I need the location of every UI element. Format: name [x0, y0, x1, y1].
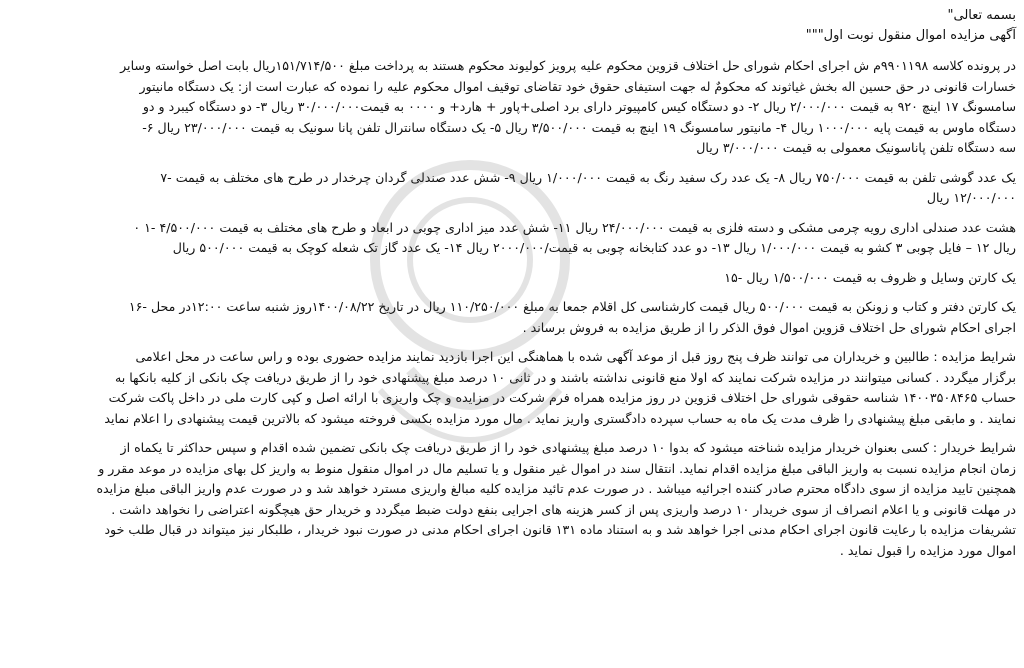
paragraph-auction-date: [8, 297, 1016, 338]
text-line: در مهلت قانونی و یا اعلام انصراف از سوی خریدار ۱۰ درصد واریزی پس از کسر هزینه های اجرایی بنفع دولت ضبط میگردد و خریدار حق هیچگونه اعتراضی را نخواهد داشت .: [111, 501, 1016, 517]
text-line: یک کارتن دفتر و کتاب و زونکن به قیمت ۵۰۰/۰۰۰ ریال قیمت کارشناسی کل اقلام جمعا به مبلغ ۱۱۰/۲۵۰/۰۰۰ ریال در تاریخ ۱۴۰۰/۰۸/۲۲روز شنبه ساعت ۱۲:۰۰در محل -۱۶: [128, 299, 1016, 314]
text-line: سه دستگاه تلفن پاناسونیک معمولی به قیمت ۳/۰۰۰/۰۰۰ ریال: [696, 140, 1016, 155]
text-line: هشت عدد صندلی اداری رویه چرمی مشکی و دسته فلزی به قیمت ۲۴/۰۰۰/۰۰۰ ریال ۱۱- شش عدد میز اداری چوبی در ابعاد و طرح های مختلف به قیمت ۴/۵۰۰/۰۰۰ -۱ ۰: [133, 219, 1016, 235]
notice-title: آگهی مزایده اموال منقول نوبت اول""": [805, 28, 1016, 43]
text-line: نمایند . و مابقی مبلغ پیشنهادی را ظرف مدت یک ماه به حساب سپرده دادگستری واریز نماید . مال مورد مزایده بکسی فروخته میشود که بالاترین قیمت پیشنهادی را اعلام نماید: [104, 410, 1016, 426]
text-line: ریال ۱۲ – فایل چوبی ۳ کشو به قیمت ۱/۰۰۰/۰۰۰ ریال ۱۳- دو عدد کتابخانه چوبی به قیمت/۲۰۰۰/۰۰۰ ریال ۱۴- یک عدد گاز تک شعله کوچک به قیمت ۵۰۰/۰۰۰ ریال: [172, 240, 1016, 255]
text-line: خسارات قانونی در حق حسین اله بخش غیاثوند که محکومٌ له جهت استیفای حقوق خود تقاضای توقیف اموال محکوم علیه را نموده که عبارت است از: یک دستگاه مانیتور: [139, 78, 1016, 94]
text-line: یک کارتن وسایل و ظروف به قیمت ۱/۵۰۰/۰۰۰ ریال -۱۵: [724, 269, 1016, 285]
text-line: برگزار میگردد . کسانی میتوانند در مزایده شرکت نمایند که اولا منع قانونی نداشته باشند و در ثانی ۱۰ درصد مبلغ پیشنهادی خود را از طریق دریافت چک بانکی از کلیه بانکها به: [114, 369, 1016, 385]
text-line: اجرای احکام شورای حل اختلاف قزوین اموال فوق الذکر را از طریق مزایده به فروش برساند .: [522, 319, 1016, 335]
text-line: ۱۲/۰۰۰/۰۰۰ ریال: [926, 190, 1016, 205]
text-line: همچنین تایید مزایده از سوی دادگاه محترم صادر کننده اجرائیه میباشد . در صورت عدم تائید مزایده کلیه مبالغ واریزی مسترد خواهد شد و در صورت عدم واریز الباقی مبلغ مزایده: [96, 481, 1016, 496]
text-line: یک عدد گوشی تلفن به قیمت ۷۵۰/۰۰۰ ریال ۸- یک عدد رک سفید رنگ به قیمت ۱/۰۰۰/۰۰۰ ریال ۹- شش عدد صندلی گردان چرخدار در طرح های مختلف به قیمت -۷: [160, 169, 1016, 185]
basmala: بسمه تعالی": [947, 8, 1016, 23]
text-line: اموال مورد مزایده را قبول نماید .: [839, 542, 1016, 558]
text-line: تشریفات مزایده با رعایت قانون اجرای احکام مدنی اجرا خواهد شد و به استناد ماده ۱۳۱ قانون اجرای احکام مدنی در صورت نبود خریدار ، طلبکار نیز میتواند در قبال طلب خود: [104, 522, 1016, 537]
text-line: حساب ۱۴۰۰۳۵۰۸۴۶۵ شناسه حقوقی شورای حل اختلاف قزوین در روز مزایده همراه فرم شرکت در مزایده و چک واریزی با ارائه اصل و کپی کارت ملی در داخل پاکت شرکت: [108, 390, 1016, 405]
text-line: زمان انجام مزایده نسبت به واریز الباقی مبلغ مزایده اقدام نماید. انتقال سند در اموال غیر منقول و یا تسلیم مال در اموال منقول منوط به واریز کل بهای مزایده در موعد مقرر و: [98, 460, 1016, 476]
text-line: دستگاه ماوس به قیمت پایه ۱۰۰۰/۰۰۰ ریال ۴- مانیتور سامسونگ ۱۹ اینچ به قیمت ۳/۵۰۰/۰۰۰ ریال ۵- یک دستگاه سانترال تلفن پانا سونیک به قیمت ۲۳/۰۰۰/۰۰۰ ریال ۶-: [142, 119, 1016, 135]
paragraph-items-2: [8, 168, 1016, 209]
text-line: سامسونگ ۱۷ اینچ ۹۲۰ به قیمت ۲/۰۰۰/۰۰۰ ریال ۲- دو دستگاه کیس کامپیوتر دارای برد اصلی+پاور + هارد+ و ۰۰۰۰ به قیمت۳۰/۰۰۰/۰۰۰ ریال ۳- دو دستگاه کیبرد و دو: [142, 99, 1016, 114]
text-line: شرایط خریدار : کسی بعنوان خریدار مزایده شناخته میشود که بدوا ۱۰ درصد مبلغ پیشنهادی خود را از طریق دریافت چک بانکی تضمین شده اقدام و سپس حداکثر تا یکماه از: [120, 440, 1016, 455]
header: [8, 6, 1016, 46]
paragraph-auction-conditions: [8, 347, 1016, 429]
text-line: شرایط مزایده : طالبین و خریداران می توانند ظرف پنج روز قبل از موعد آگهی شده با هماهنگی این اجرا بازدید نمایند مزایده حضوری بوده و راس ساعت در محل اعلامی: [135, 349, 1016, 364]
text-line: در پرونده کلاسه ۹۹۰۱۱۹۸م ش اجرای احکام شورای حل اختلاف قزوین محکوم علیه پرویز کولیوند محکوم هستند به پرداخت مبلغ ۱۵۱/۷۱۴/۵۰۰ریال بابت اصل خواسته وسایر: [120, 58, 1016, 73]
paragraph-items-3: [8, 218, 1016, 259]
paragraph-items-4: [8, 268, 1016, 289]
paragraph-buyer-conditions: [8, 438, 1016, 561]
paragraph-items-1: [8, 56, 1016, 159]
